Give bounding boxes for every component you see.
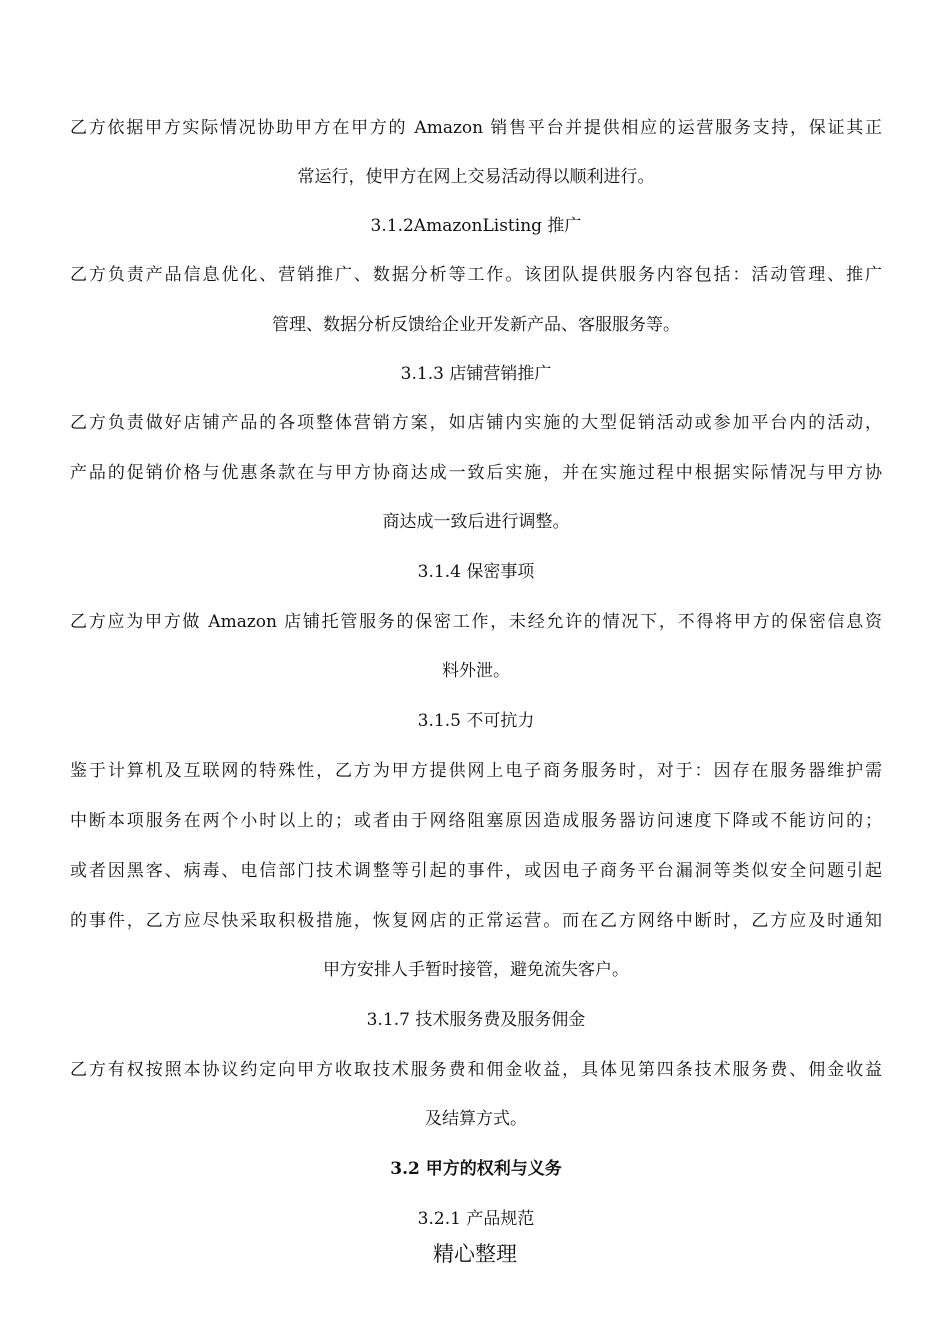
body-text-line: 乙方有权按照本协议约定向甲方收取技术服务费和佣金收益，具体见第四条技术服务费、佣金收益 <box>70 1060 882 1080</box>
body-text-line: 的事件，乙方应尽快采取积极措施，恢复网店的正常运营。而在乙方网络中断时，乙方应及时通知 <box>70 911 882 931</box>
section-heading-bold: 3.2 甲方的权利与义务 <box>390 1159 562 1179</box>
body-text-line: 常运行，使甲方在网上交易活动得以顺利进行。 <box>297 167 655 187</box>
section-heading: 3.1.7 技术服务费及服务佣金 <box>366 1010 586 1030</box>
body-text-line: 鉴于计算机及互联网的特殊性，乙方为甲方提供网上电子商务服务时，对于：因存在服务器维护需 <box>70 761 882 781</box>
body-text-line: 乙方应为甲方做 Amazon 店铺托管服务的保密工作，未经允许的情况下，不得将甲方的保密信息资 <box>70 612 882 632</box>
body-text-line: 乙方负责做好店铺产品的各项整体营销方案，如店铺内实施的大型促销活动或参加平台内的活动， <box>70 413 882 433</box>
body-text-line: 商达成一致后进行调整。 <box>382 512 570 532</box>
body-text-line: 中断本项服务在两个小时以上的；或者由于网络阻塞原因造成服务器访问速度下降或不能访问的； <box>70 811 882 831</box>
body-text-line: 产品的促销价格与优惠条款在与甲方协商达成一致后实施，并在实施过程中根据实际情况与甲方协 <box>70 463 882 483</box>
body-text-line: 甲方安排人手暂时接管，避免流失客户。 <box>323 960 629 980</box>
body-text-line: 乙方依据甲方实际情况协助甲方在甲方的 Amazon 销售平台并提供相应的运营服务支持，保证其正 <box>70 118 882 138</box>
section-heading: 3.2.1 产品规范 <box>417 1209 535 1229</box>
section-heading: 3.1.2AmazonListing 推广 <box>370 216 582 236</box>
body-text-line: 乙方负责产品信息优化、营销推广、数据分析等工作。该团队提供服务内容包括：活动管理、推广 <box>70 265 882 285</box>
body-text-line: 或者因黑客、病毒、电信部门技术调整等引起的事件，或因电子商务平台漏洞等类似安全问题引起 <box>70 861 882 881</box>
section-heading: 3.1.5 不可抗力 <box>417 711 535 731</box>
section-heading: 3.1.4 保密事项 <box>417 562 535 582</box>
section-heading: 3.1.3 店铺营销推广 <box>400 364 552 384</box>
footer-watermark: 精心整理 <box>433 1242 517 1266</box>
body-text-line: 管理、数据分析反馈给企业开发新产品、客服服务等。 <box>272 315 680 335</box>
body-text-line: 料外泄。 <box>442 661 510 681</box>
body-text-line: 及结算方式。 <box>425 1109 527 1129</box>
